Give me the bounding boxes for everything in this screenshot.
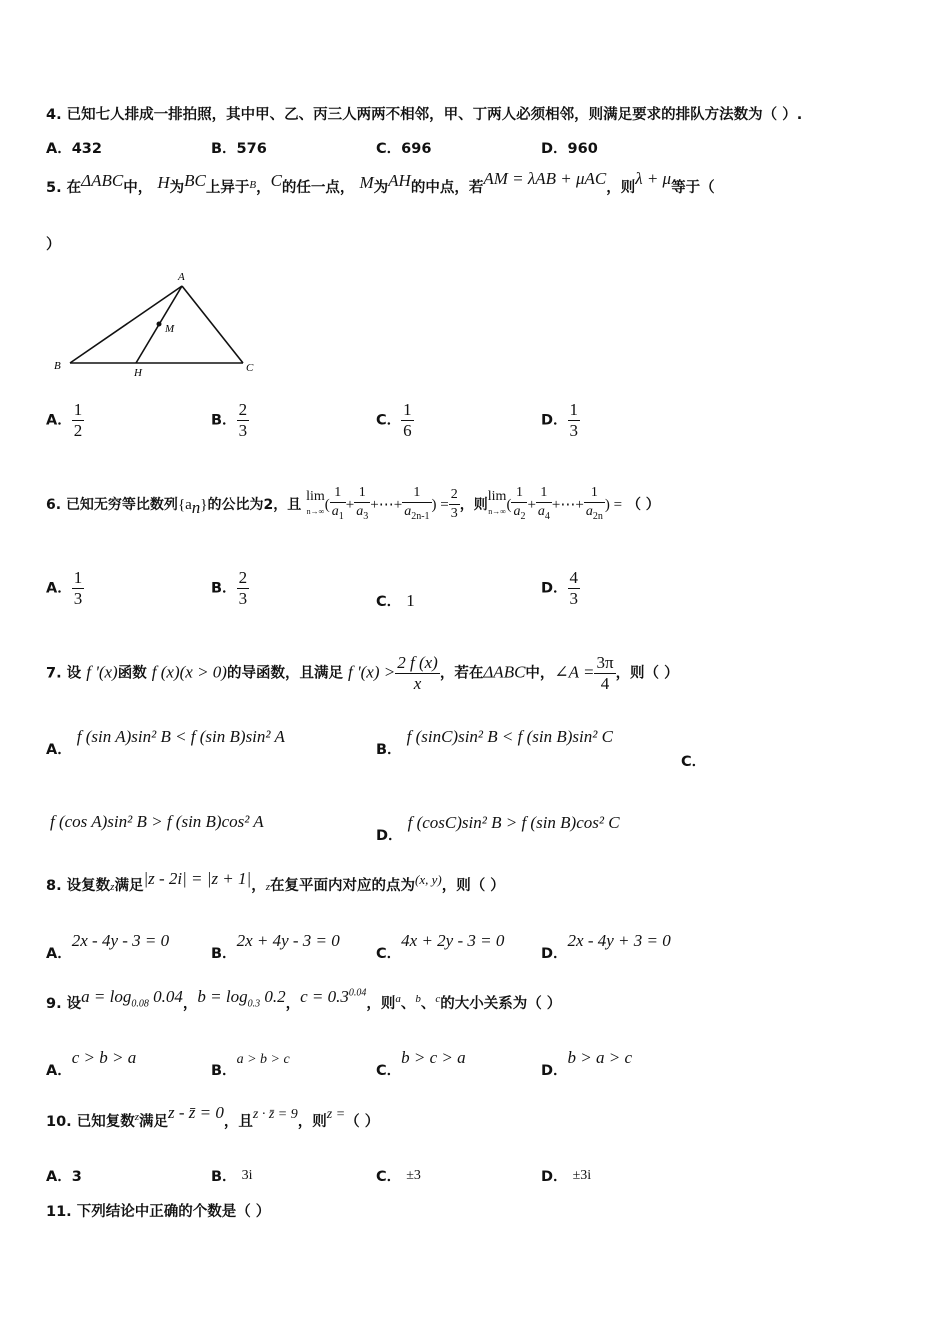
q10-text-5: （ ） [345,1114,380,1130]
q8-text-5: ，则（ ） [441,878,505,894]
option-letter: A． [46,580,72,597]
q7-option-c-letter: C． [681,754,707,770]
denominator: 3 [73,589,83,608]
term-a: a [537,504,545,519]
option-expr: b > c > a [401,1048,466,1067]
q5-text-6: 为 [373,180,389,196]
q5-text-4: 上异于 [205,180,250,196]
term-a: a [404,504,412,519]
q6-text-1: 已知无穷等比数列 [65,496,178,513]
q9-option-b[interactable] [211,1047,290,1079]
q4-number: 4. [46,107,62,123]
q7-option-a[interactable] [46,727,285,759]
q5-comma: ， [256,180,271,196]
option-letter: A． [46,946,72,962]
option-letter: B． [211,412,237,429]
label-m: M [165,323,175,335]
q5-var-m: M [359,173,374,192]
lim: lim [487,489,507,505]
term-num: 1 [402,484,431,503]
option-letter: D． [376,828,403,844]
term-sub: 4 [544,510,550,522]
q8-text-2: 满足 [114,878,144,894]
q9-option-a[interactable] [46,1047,137,1079]
q5-number: 5. [46,180,62,196]
q4-stem [46,103,802,124]
option-letter: C． [376,1169,402,1185]
term-num: 1 [511,484,527,503]
q5-triangle-figure [50,268,265,380]
numerator: 2 [238,568,248,587]
q9-b: b = log [197,987,248,1006]
option-letter: D． [541,412,568,429]
q4-text: 已知七人排成一排拍照，其中甲、乙、丙三人两两不相邻，甲、丁两人必须相邻，则满足要求的排队方法数为（ ）. [66,107,803,123]
q10-var-z: z [134,1111,140,1123]
option-expr: f (sinC)sin² B < f (sin B)sin² C [406,727,613,746]
q5-var-b: B [249,179,257,191]
option-letter: A． [46,742,72,758]
q10-option-c[interactable] [376,1165,421,1186]
denominator: 3 [569,421,579,440]
seq-open: {a [177,496,192,513]
q4-option-a[interactable]: A．432 [46,141,102,157]
q9-number: 9. [46,996,62,1012]
option-expr: 4x + 2y - 3 = 0 [401,931,505,950]
denominator: 3 [569,589,579,608]
option-expr: a > b > c [236,1052,290,1067]
option-letter: A． [46,1063,72,1079]
q6-option-d[interactable] [541,568,580,609]
q7-triangle: ΔABC [483,662,526,682]
q8-text-3: ， [251,878,266,894]
q10-option-b[interactable] [211,1165,253,1186]
q9-b-base: 0.3 [247,998,261,1010]
q10-text-1: 已知复数 [76,1114,135,1130]
q9-a-base: 0.08 [131,998,149,1010]
option-letter: D． [541,1063,568,1079]
q5-option-b[interactable] [211,400,249,441]
option-letter: B． [376,742,402,758]
q5-text-9: 等于（ [671,180,715,196]
q5-triangle: ΔABC [81,171,124,190]
q5-var-c: C [270,171,282,190]
q10-option-d[interactable] [541,1165,591,1186]
q10-text-2: 满足 [139,1114,169,1130]
option-expr: f (cosC)sin² B > f (sin B)cos² C [407,813,620,832]
numerator: 2 [238,400,248,419]
q5-vector-equation: AM = λAB + μAC [483,169,607,188]
q5-option-c[interactable] [376,400,414,441]
q10-condition-2: z · z̄ = 9 [252,1107,298,1122]
q7-option-d[interactable] [376,812,620,844]
q4-option-d[interactable]: D．960 [541,141,598,157]
term-sub: 1 [338,510,344,522]
q10-number: 10. [46,1114,72,1130]
q7-ineq-den: x [413,674,422,693]
q11-number: 11. [46,1204,72,1220]
term-a: a [513,504,521,519]
q5-var-bc: BC [184,171,206,190]
option-expr: 2x - 4y + 3 = 0 [567,931,671,950]
option-value: 1 [406,591,415,610]
q11-stem [46,1200,270,1221]
q9-text-3: 的大小关系为（ ） [440,996,562,1012]
denominator: 2 [73,421,83,440]
numerator: 1 [73,400,83,419]
label-b: B [54,360,61,372]
option-letter: C． [376,412,402,429]
q10-option-a[interactable] [46,1165,82,1186]
q9-sep: ， [285,996,301,1012]
q8-option-b[interactable] [211,930,340,962]
q5-text-2: 中， [123,180,153,196]
q9-text-1: 设 [66,996,82,1012]
q7-fprime: f '(x) [86,662,118,682]
ellipsis: ⋯ [378,496,394,513]
option-letter: B． [211,946,237,962]
seq-close: } [200,496,208,513]
q7-angle-num: 3π [596,653,614,672]
term-a: a [331,504,339,519]
q8-text-1: 设复数 [66,878,111,894]
q7-text-4: ，若在 [439,665,484,682]
option-expr: ±3 [406,1168,421,1183]
q7-text-1: 设 [66,665,82,682]
q10-z-eq: z = [326,1107,346,1122]
option-expr: c > b > a [71,1048,137,1067]
q7-angle-den: 4 [600,674,610,693]
q7-fdef: f (x)(x > 0) [151,662,227,682]
q7-angle: ∠A = [554,662,595,682]
numerator: 1 [569,400,579,419]
label-h: H [134,367,142,379]
term-num: 1 [584,484,605,503]
option-letter: D． [541,580,568,597]
option-expr: 3i [241,1168,253,1183]
lim-sub: n→∞ [488,507,506,517]
option-letter: C． [376,594,402,610]
numerator: 1 [73,568,83,587]
q9-sep: ， [182,996,198,1012]
q5-var-h: H [157,173,170,192]
option-letter: C． [376,1063,402,1079]
term-sub: 3 [363,510,369,522]
q7-option-c[interactable] [50,812,264,832]
q11-text: 下列结论中正确的个数是（ ） [76,1204,271,1220]
q8-var-z: z [110,881,115,893]
q6-option-a[interactable] [46,568,84,609]
q5-stem [46,169,715,197]
q6-text-3: ，则 [459,496,488,513]
q8-option-c[interactable] [376,930,505,962]
q9-c-exp: 0.04 [348,987,367,999]
term-sub: 2 [520,510,526,522]
q6-lim-1 [306,490,325,519]
q9-var-a: a [395,993,401,1005]
q5-var-ah: AH [388,171,411,190]
term-num: 1 [354,484,370,503]
q6-stem: 6. 已知无穷等比数列$\{a_n\}$的公比为2，且 lim n→∞( $\frac{1}{a_1}$ + $\frac{1}{a_3}$ +⋯+ $\frac{1}{a_{2n-1}}$ ) = $\frac{2}{3}$ ，则lim n→∞( $\frac{1}{a_2}$ + $\frac{1}{a_4}$ +⋯+ $\frac{1}{a_{2n}}$ ) = （ ） [46,485,660,522]
q6-number: 6. [46,496,62,513]
option-letter: C． [376,946,402,962]
q9-text-2: ，则 [366,996,396,1012]
q10-stem [46,1103,380,1131]
q9-a: a = log [81,987,132,1006]
q9-option-c[interactable] [376,1047,466,1079]
option-expr: 2x - 4y - 3 = 0 [71,931,170,950]
lim: lim [306,489,325,505]
q9-dot: 、 [400,996,416,1012]
q9-var-c: c [435,993,441,1005]
q7-option-b[interactable] [376,727,613,759]
q7-ineq-left: f '(x) > [348,662,396,682]
q8-option-d[interactable] [541,930,671,962]
q5-text-8: ，则 [606,180,636,196]
q6-text-2: 的公比为2，且 [207,496,302,513]
term-a: a [585,504,593,519]
q4-option-c[interactable]: C．696 [376,141,432,157]
q7-text-6: ，则（ ） [615,665,679,682]
option-letter: D． [541,1169,568,1185]
label-c: C [246,362,254,374]
q10-condition-1: z - z̄ = 0 [168,1103,224,1122]
lim-sub: n→∞ [306,507,325,517]
q5-option-d[interactable] [541,400,580,441]
q8-text-4: 在复平面内对应的点为 [270,878,415,894]
option-letter: A． [46,1169,72,1185]
option-letter: B． [211,580,237,597]
q10-text-4: ，则 [297,1114,327,1130]
q8-point: (x, y) [415,872,442,887]
q8-condition: |z - 2i| = |z + 1| [143,869,252,888]
q5-option-a[interactable] [46,400,84,441]
q6-option-c[interactable] [376,590,415,611]
q5-text-5: 的任一点， [281,180,355,196]
q5-text-3: 为 [169,180,185,196]
option-expr: f (cos A)sin² B > f (sin B)cos² A [50,812,264,831]
option-expr: 3 [71,1169,82,1185]
q9-a-arg: 0.04 [148,987,183,1006]
side-ac [182,286,243,363]
result-den: 3 [450,506,458,522]
q9-option-d[interactable] [541,1047,633,1079]
denominator: 3 [238,589,248,608]
numerator: 1 [403,400,412,419]
option-letter: A． [46,412,72,429]
q8-var-z: z [265,881,270,893]
option-expr: f (sin A)sin² B < f (sin B)sin² A [76,727,285,746]
option-letter: B． [211,1169,237,1185]
term-num: 1 [536,484,552,503]
q7-number: 7. [46,665,62,682]
term-sub: 2n-1 [411,510,430,522]
q6-text-4: （ ） [626,496,660,513]
q6-option-b[interactable] [211,568,249,609]
q7-text-3: 的导函数，且满足 [226,665,343,682]
label-a: A [178,271,185,283]
q8-number: 8. [46,878,62,894]
q4-option-b[interactable]: B．576 [211,141,267,157]
q5-text-7: 的中点，若 [410,180,484,196]
seq-sub: n [191,497,201,517]
option-expr: ±3i [572,1168,592,1183]
term-num: 1 [330,484,346,503]
q10-text-3: ，且 [223,1114,253,1130]
denominator: 3 [238,421,248,440]
option-letter: D． [541,946,568,962]
q9-b-arg: 0.2 [260,987,286,1006]
q7-stem [46,653,679,694]
numerator: 4 [569,568,579,587]
q9-stem [46,987,562,1015]
q5-close-paren: ） [46,237,61,253]
point-m [157,322,162,327]
denominator: 6 [403,421,412,440]
q6-lim-2 [488,490,507,519]
term-sub: 2n [592,510,603,522]
q9-c: c = 0.3 [300,987,349,1006]
option-letter: B． [211,1063,237,1079]
option-expr: b > a > c [567,1048,633,1067]
q7-text-5: 中， [525,665,555,682]
option-expr: 2x + 4y - 3 = 0 [236,931,340,950]
term-a: a [356,504,364,519]
result-num: 2 [449,486,460,505]
q7-ineq-num: 2 f (x) [397,653,438,672]
q5-text-1: 在 [66,180,82,196]
q8-option-a[interactable] [46,930,170,962]
q8-stem [46,869,505,895]
q9-dot: 、 [420,996,436,1012]
ellipsis: ⋯ [560,496,576,513]
q9-var-b: b [415,993,421,1005]
q5-lambda-mu: λ + μ [635,169,672,188]
q7-text-2: 函数 [117,665,147,682]
